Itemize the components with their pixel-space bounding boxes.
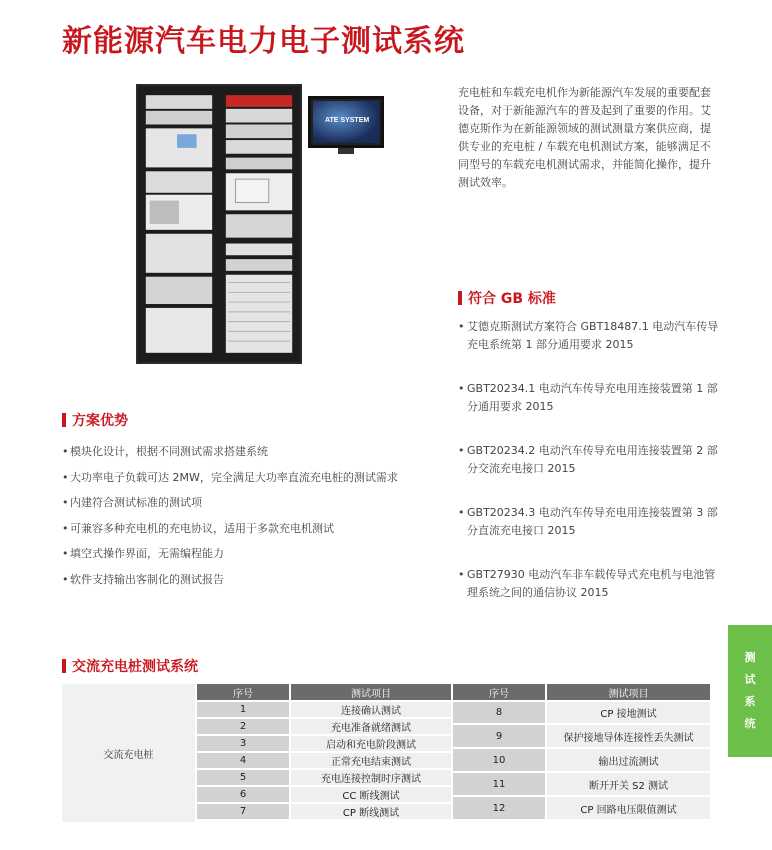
ate-system-image — [136, 84, 386, 364]
list-item: • GBT20234.3 电动汽车传导充电用连接装置第 3 部分直流充电接口 2015 — [458, 504, 720, 540]
list-item: • 内建符合测试标准的测试项 — [62, 494, 442, 520]
monitor-stand — [338, 148, 354, 154]
table-cell-num: 9 — [453, 725, 545, 747]
table-cell-item: 断开开关 S2 测试 — [547, 773, 710, 795]
table-cell-item: 输出过流测试 — [547, 749, 710, 771]
table-cell-item: CP 回路电压限值测试 — [547, 797, 710, 819]
heading-bar — [458, 291, 462, 305]
col-header-item: 测试项目 — [547, 684, 710, 700]
table-cell-item: 连接确认测试 — [291, 702, 451, 717]
list-item: • 填空式操作界面，无需编程能力 — [62, 545, 442, 571]
advantages-list — [62, 443, 442, 596]
side-tab-char: 统 — [744, 717, 756, 730]
col-header-num: 序号 — [197, 684, 289, 700]
table-cell-item: 充电准备就绪测试 — [291, 719, 451, 734]
ac-table-heading-text: 交流充电桩测试系统 — [72, 659, 198, 675]
list-item: • 软件支持输出客制化的测试报告 — [62, 571, 442, 597]
ac-test-table — [62, 684, 710, 822]
table-cell-num: 6 — [197, 787, 289, 802]
side-tab-char: 试 — [744, 673, 756, 686]
table-cell-num: 12 — [453, 797, 545, 819]
gb-heading-text: 符合 GB 标准 — [468, 291, 556, 307]
col-header-item: 测试项目 — [291, 684, 451, 700]
side-tab-test-system[interactable] — [728, 625, 772, 757]
heading-bar — [62, 659, 66, 673]
list-item: • GBT20234.2 电动汽车传导充电用连接装置第 2 部分交流充电接口 2015 — [458, 442, 720, 478]
side-tab-char: 系 — [744, 695, 756, 708]
list-item: • 艾德克斯测试方案符合 GBT18487.1 电动汽车传导充电系统第 1 部分通用要求 2015 — [458, 318, 720, 354]
table-cell-num: 3 — [197, 736, 289, 751]
table-cell-item: 充电连接控制时序测试 — [291, 770, 451, 785]
table-cell-item: CC 断线测试 — [291, 787, 451, 802]
table-cell-item: CP 断线测试 — [291, 804, 451, 819]
advantages-heading — [62, 410, 128, 430]
list-item: • GBT20234.1 电动汽车传导充电用连接装置第 1 部分通用要求 2015 — [458, 380, 720, 416]
gb-standard-list — [458, 318, 720, 628]
list-item: • GBT27930 电动汽车非车载传导式充电机与电池管理系统之间的通信协议 2015 — [458, 566, 720, 602]
page-title: 新能源汽车电力电子测试系统 — [62, 24, 465, 59]
table-cell-item: 正常充电结束测试 — [291, 753, 451, 768]
table-cell-num: 5 — [197, 770, 289, 785]
table-cell-num: 4 — [197, 753, 289, 768]
intro-paragraph: 充电桩和车载充电机作为新能源汽车发展的重要配套设备，对于新能源汽车的普及起到了重要的作用。艾德克斯作为在新能源领域的测试测量方案供应商，提供专业的充电桩 / 车载充电机测试方案，能够满足不同型号的车载充电机测试需求，并能简化操作，提升测试效率。 — [458, 86, 711, 189]
advantages-heading-text: 方案优势 — [72, 413, 128, 429]
table-cell-num: 1 — [197, 702, 289, 717]
table-cell-item: CP 接地测试 — [547, 702, 710, 723]
monitor-label: ATE SYSTEM — [325, 117, 370, 124]
col-header-num: 序号 — [453, 684, 545, 700]
ac-table-heading — [62, 656, 198, 676]
table-cell-num: 2 — [197, 719, 289, 734]
test-rack-illustration — [136, 84, 302, 364]
monitor — [308, 96, 384, 148]
list-item: • 模块化设计，根据不同测试需求搭建系统 — [62, 443, 442, 469]
table-cell-num: 11 — [453, 773, 545, 795]
list-item: • 大功率电子负载可达 2MW，完全满足大功率直流充电桩的测试需求 — [62, 469, 442, 495]
table-cell-item: 启动和充电阶段测试 — [291, 736, 451, 751]
table-cell-num: 7 — [197, 804, 289, 819]
side-tab-char: 测 — [744, 651, 756, 664]
heading-bar — [62, 413, 66, 427]
list-item: • 可兼容多种充电机的充电协议，适用于多款充电机测试 — [62, 520, 442, 546]
table-cell-num: 10 — [453, 749, 545, 771]
table-cell-num: 8 — [453, 702, 545, 723]
table-category-cell: 交流充电桩 — [62, 684, 195, 822]
table-cell-item: 保护接地导体连接性丢失测试 — [547, 725, 710, 747]
gb-standard-heading — [458, 288, 556, 308]
